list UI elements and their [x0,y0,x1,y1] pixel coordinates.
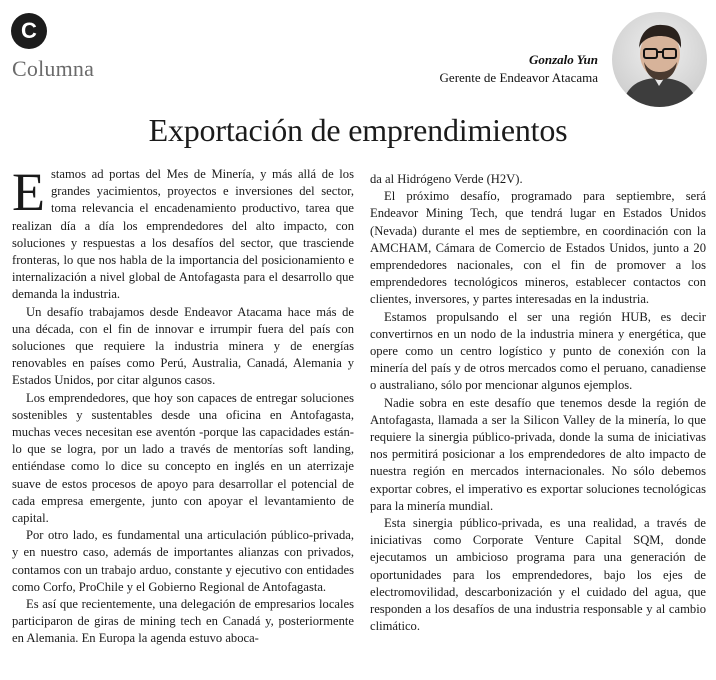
paragraph: Los emprendedores, que hoy son capaces de entregar soluciones sostenibles y sustentables desde una oficina en Antofagasta, muchas veces necesitan ese aventón -porque las capacidades están- lo que se logra, por un lado a través de mentorías soft landing, entiéndase como lo dice su concepto en inglés en un aterrizaje suave de estos procesos de apoyo para desarrollar el potencial de cada empresa emergente, junto con apoyar el levantamiento de capital. [12,390,354,526]
author-role: Gerente de Endeavor Atacama [439,70,598,85]
column-badge: C [11,13,47,49]
paragraph: da al Hidrógeno Verde (H2V). [370,172,523,186]
article-column-right [370,171,706,635]
paragraph: Un desafío trabajamos desde Endeavor Atacama hace más de una década, con el fin de innovar e irrumpir fuera del país con soluciones que requiere la industria minera y de energías renovables en países como Perú, Australia, Canadá, Alemania y Estados Unidos, por citar algunos casos. [12,304,354,388]
paragraph: Nadie sobra en este desafío que tenemos desde la región de Antofagasta, llamada a ser la Silicon Valley de la minería, lo que requiere la sinergia público-privada, donde la suma de iniciativas nos permitirá posicionar a los emprendedores de alto impacto de nuestra región en mercados internacionales. No sólo debemos exportar cobres, el imperativo es exportar soluciones tecnológicas para la minería mundial. [370,395,706,513]
article-title: Exportación de emprendimientos [148,112,568,148]
article-column-left [12,162,354,648]
paragraph: Estamos propulsando el ser una región HUB, es decir convertirnos en un nodo de la industria minera y energética, que opere como un centro logístico y punto de conexión con la minería del país y de otros mercados como el peruano, canadiense o australiano, sólo por mencionar algunos ejemplos. [370,309,706,393]
author-name: Gonzalo Yun [528,52,598,67]
author-photo [612,12,707,107]
drop-cap: E [12,162,45,222]
paragraph: Es así que recientemente, una delegación de empresarios locales participaron de giras de mining tech en Canadá y, posteriormente en Alemania. En Europa la agenda estuvo aboca- [12,597,354,646]
paragraph: Estamos ad portas del Mes de Minería, y más allá de los grandes yacimientos, proyectos e inversiones del sector, toma relevancia el encadenamiento productivo, tarea que realizan día a día los emprendedores del alto impacto, con soluciones y respuestas a los desafíos del sector, que trasciende fronteras, lo que nos habla de la importancia del posicionamiento e internalización a nivel global de Antofagasta para el desarrollo que demanda la industria. [12,162,354,302]
section-label: Columna [12,56,95,81]
paragraph: Esta sinergia público-privada, es una realidad, a través de iniciativas como Corporate Venture Capital SQM, donde ejecutamos un ambicioso programa para una generación de oportunidades para los emprendedores, bajo los ejes de electromovilidad, descarbonización y el cuidado del agua, que responden a los desafíos de una industria responsable y al cambio climático. [370,516,706,634]
paragraph: Por otro lado, es fundamental una articulación público-privada, y en nuestro caso, además de importantes alianzas con privados, contamos con un trabajo arduo, constante y ejecutivo con entidades como Corfo, ProChile y el Gobierno Regional de Antofagasta. [12,528,354,594]
paragraph: El próximo desafío, programado para septiembre, será Endeavor Mining Tech, que tendrá lugar en Estados Unidos (Nevada) durante el mes de septiembre, en coordinación con la AMCHAM, Cámara de Comercio de Estados Unidos, junto a 20 emprendedores nacionales, con el fin de promover a los emprendedores tecnológicos mineros, establecer contactos con clientes, inversores, y partes interesadas en la industria. [370,189,706,307]
